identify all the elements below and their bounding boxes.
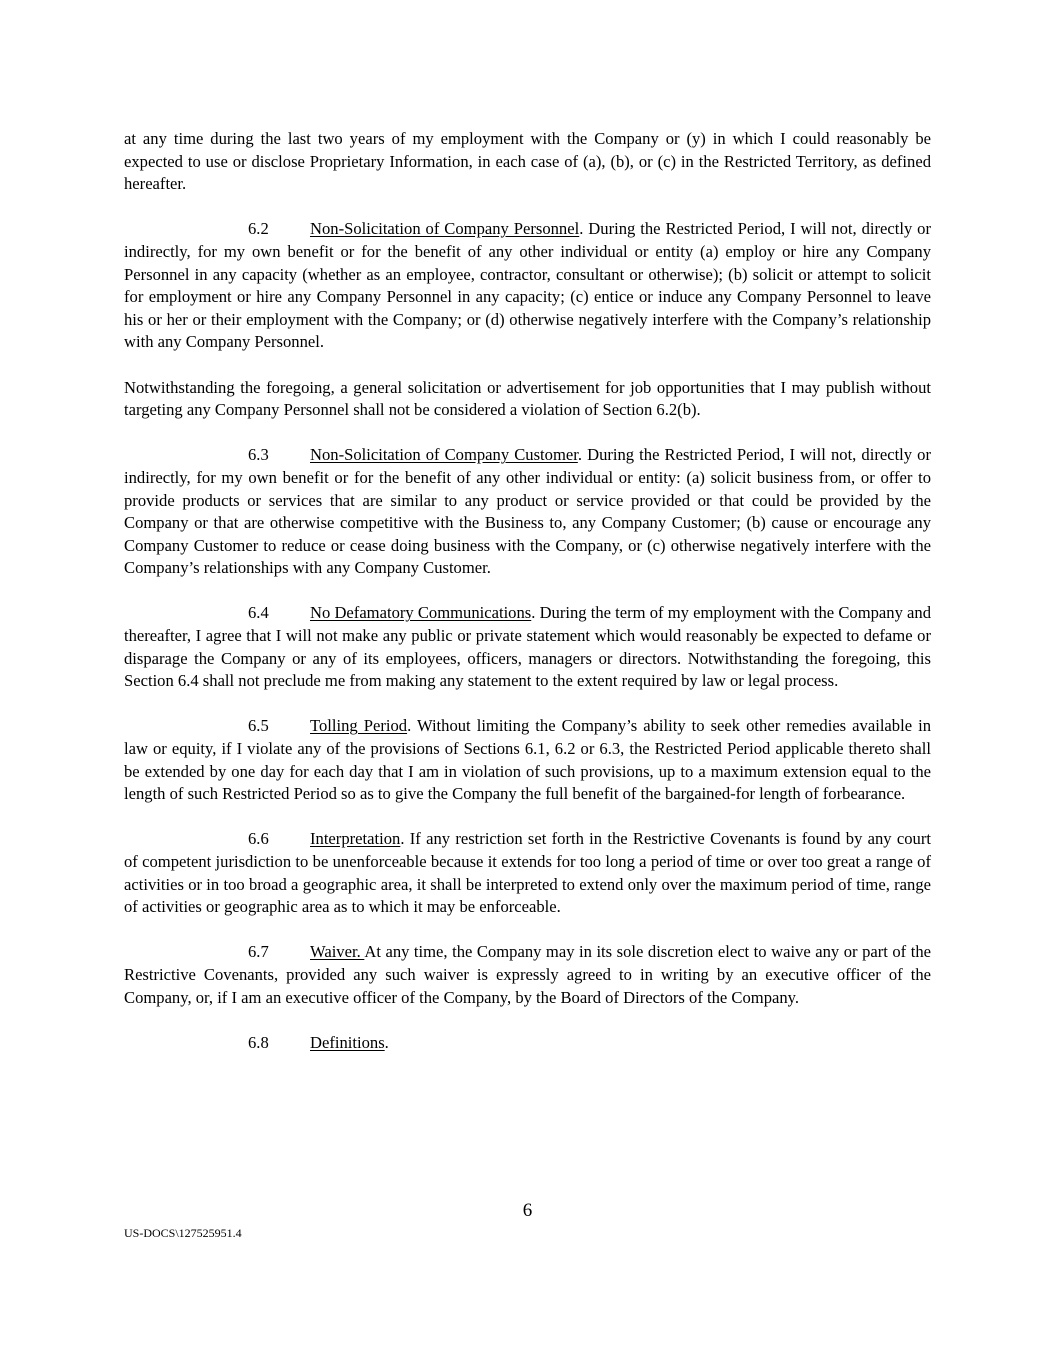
section-6-7 (124, 941, 931, 1009)
section-title-suffix: . (531, 603, 536, 623)
section-title: Tolling Period (310, 716, 408, 736)
section-6-6 (124, 828, 931, 918)
section-6-3 (124, 444, 931, 580)
section-body: During the Restricted Period, I will not, directly or indirectly, for my own benefit or for the benefit of any other individual or entity (a) employ or hire any Company Personnel in any capacity (whether as an employee, contractor, consultant or otherwise); (b) solicit or attempt to solicit for employment or hire any Company Personnel in any capacity; (c) entice or induce any Company Personnel to leave his or her or their employment with the Company; or (d) otherwise negatively interfere with the Company’s relationship with any Company Personnel. (124, 219, 932, 352)
section-6-4 (124, 602, 931, 692)
notwithstanding-paragraph: Notwithstanding the foregoing, a general solicitation or advertisement for job opportunities that I may publish without targeting any Company Personnel shall not be considered a violation of Section 6.2(b). (124, 377, 931, 420)
section-title-suffix: . (400, 829, 405, 849)
section-body: Without limiting the Company’s ability to seek other remedies available in law or equity, if I violate any of the provisions of Sections 6.1, 6.2 or 6.3, the Restricted Period applicable thereto shall be extended by one day for each day that I am in violation of such provisions, up to a maximum extension equal to the length of such Restricted Period so as to give the Company the full benefit of the bargained-for length of forbearance. (124, 716, 932, 804)
section-title: Waiver. (310, 942, 365, 962)
section-number: 6.6 (248, 829, 269, 849)
intro-paragraph: at any time during the last two years of my employment with the Company or (y) in which I could reasonably be expected to use or disclose Proprietary Information, in each case of (a), (b), or (c) in the Restricted Territory, as defined hereafter. (124, 129, 931, 194)
section-body: During the Restricted Period, I will not, directly or indirectly, for my own benefit or for the benefit of any other individual or entity: (a) solicit business from, or offer to provide products or services that are similar to any product or service provided or that could be provided by the Company or that are otherwise competitive with the Business to, any Company Customer; (b) cause or encourage any Company Customer to reduce or cease doing business with the Company, or (c) otherwise negatively interfere with the Company’s relationships with any Company Customer. (124, 445, 931, 578)
section-6-8 (124, 1032, 931, 1055)
section-number: 6.8 (248, 1032, 269, 1052)
section-title: Non-Solicitation of Company Customer (310, 445, 578, 465)
section-title-suffix: . (579, 219, 584, 239)
document-id: US-DOCS\127525951.4 (124, 1226, 242, 1240)
section-6-5 (124, 715, 931, 805)
section-title: Interpretation (310, 829, 401, 849)
section-body: During the term of my employment with the Company and thereafter, I agree that I will not make any public or private statement which would reasonably be expected to defame or disparage the Company or any of its employees, officers, managers or directors. Notwithstanding the foregoing, this Section 6.4 shall not preclude me from making any statement to the extent required by law or legal process. (124, 603, 931, 691)
section-title-suffix: . (384, 1032, 389, 1052)
section-number: 6.7 (248, 942, 269, 962)
section-6-2 (124, 218, 931, 354)
section-number: 6.3 (248, 445, 269, 465)
section-title-suffix: . (577, 445, 582, 465)
section-number: 6.4 (248, 603, 269, 623)
section-title: Non-Solicitation of Company Personnel (310, 219, 580, 239)
section-number: 6.2 (248, 219, 269, 239)
document-body (124, 128, 931, 1077)
section-title: No Defamatory Communications (310, 603, 532, 623)
section-body: At any time, the Company may in its sole discretion elect to waive any or part of the Restrictive Covenants, provided any such waiver is expressly agreed to in writing by an executive officer of the Company, or, if I am an executive officer of the Company, by the Board of Directors of the Company. (124, 942, 931, 1007)
section-title: Definitions (310, 1032, 385, 1052)
section-title-suffix: . (407, 716, 412, 736)
page-number: 6 (522, 1200, 533, 1221)
section-body: If any restriction set forth in the Restrictive Covenants is found by any court of competent jurisdiction to be unenforceable because it extends for too long a period of time or over too great a range of activities or in too broad a geographic area, it shall be interpreted to extend only over the maximum period of time, range of activities or geographic area as to which it may be enforceable. (124, 829, 931, 917)
section-number: 6.5 (248, 716, 269, 736)
